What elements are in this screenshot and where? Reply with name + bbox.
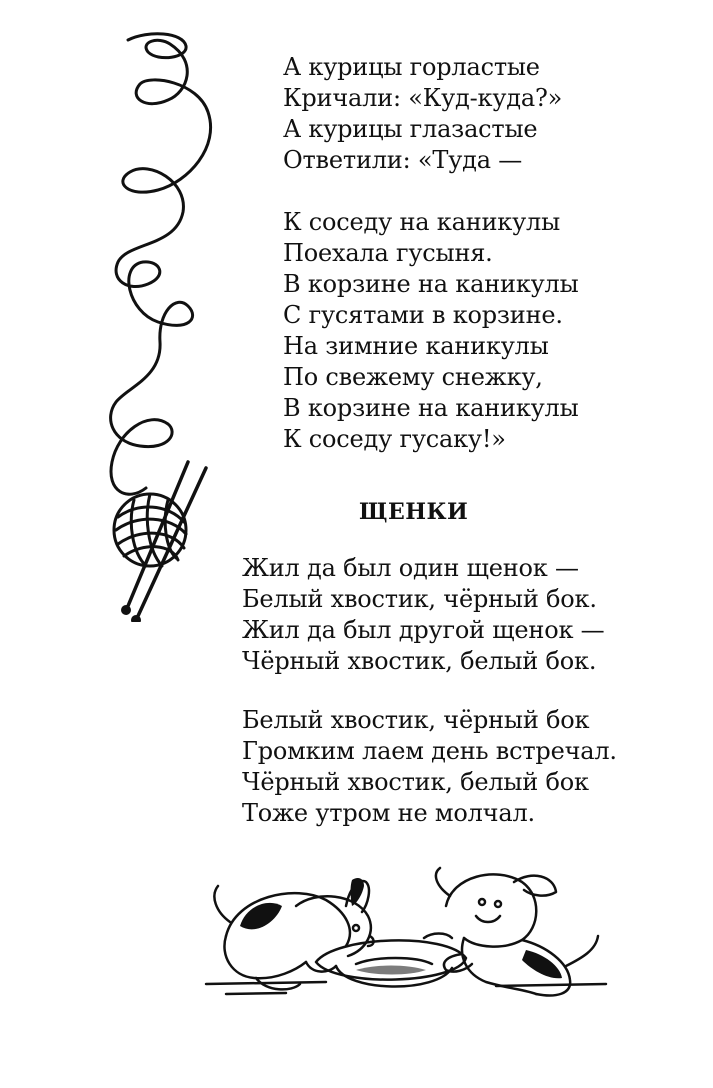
- yarn-ball-illustration: [88, 22, 238, 622]
- puppies-illustration: [196, 866, 616, 1056]
- poem1-stanza-2: [283, 207, 579, 455]
- poem-line: На зимние каникулы: [283, 332, 549, 360]
- poem-line: А курицы горластые: [283, 53, 540, 81]
- poem-line: Тоже утром не молчал.: [242, 799, 535, 827]
- poem-line: Жил да был другой щенок —: [242, 616, 605, 644]
- poem-line: Белый хвостик, чёрный бок: [242, 706, 590, 734]
- poem1-stanza-1: [283, 52, 562, 176]
- poem-line: Жил да был один щенок —: [242, 554, 579, 582]
- poem-line: Кричали: «Куд-куда?»: [283, 84, 563, 112]
- poem2-stanza-1: [242, 553, 604, 677]
- poem-line: В корзине на каникулы: [283, 270, 579, 298]
- poem-line: В корзине на каникулы: [283, 394, 579, 422]
- poem-line: Белый хвостик, чёрный бок.: [242, 585, 597, 613]
- poem-line: С гусятами в корзине.: [283, 301, 563, 329]
- poem-line: А курицы глазастые: [283, 115, 538, 143]
- poem-line: К соседу гусаку!»: [283, 425, 506, 453]
- poem2-stanza-2: [242, 705, 617, 829]
- poem-line: Поехала гусыня.: [283, 239, 493, 267]
- poem-line: Ответили: «Туда —: [283, 146, 523, 174]
- poem-line: По свежему снежку,: [283, 363, 543, 391]
- poem-line: Чёрный хвостик, белый бок: [242, 768, 589, 796]
- poem-line: Громким лаем день встречал.: [242, 737, 617, 765]
- poem-line: К соседу на каникулы: [283, 208, 560, 236]
- poem-line: Чёрный хвостик, белый бок.: [242, 647, 597, 675]
- poem-title: ЩЕНКИ: [359, 499, 469, 525]
